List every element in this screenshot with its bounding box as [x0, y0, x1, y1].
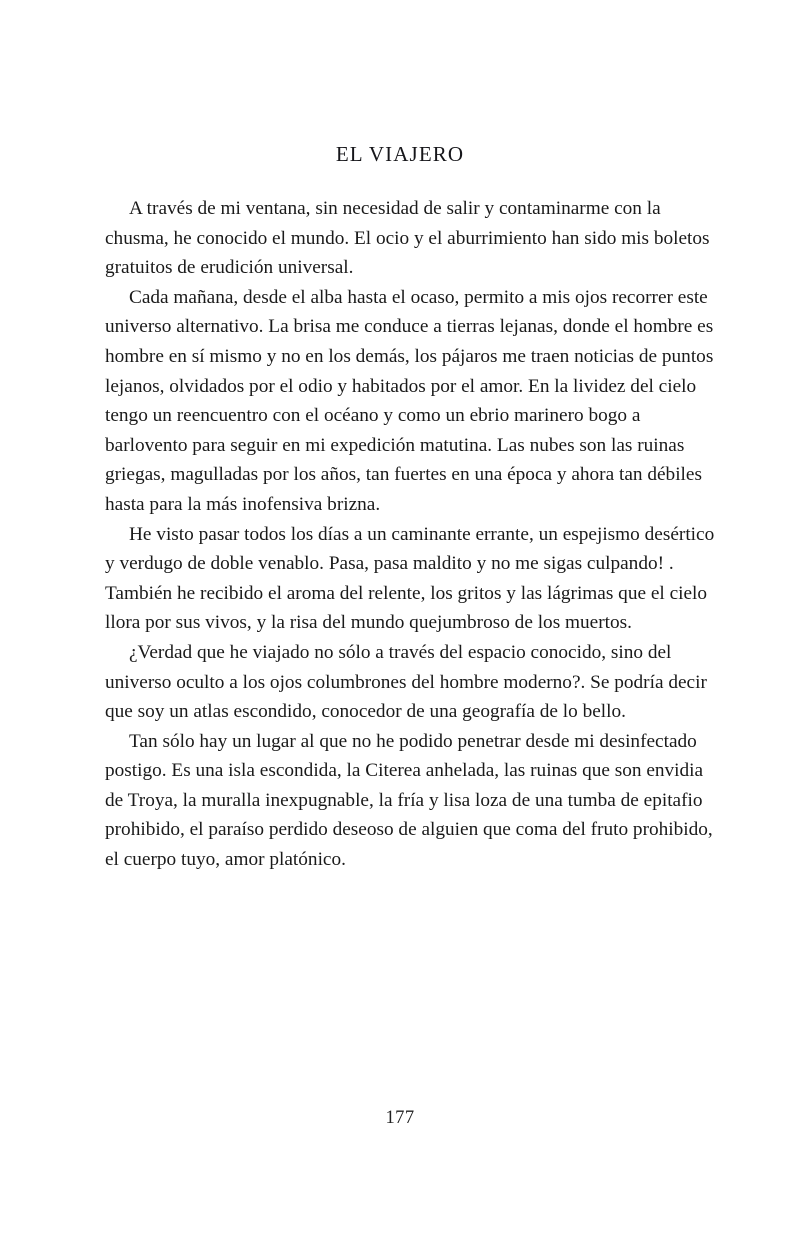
- paragraph: A través de mi ventana, sin necesidad de salir y contaminarme con la chusma, he conocido el mundo. El ocio y el aburrimiento han sido mis boletos gratuitos de erudición universal.: [105, 198, 710, 279]
- page-number: 177: [385, 1108, 415, 1128]
- body-text-block: [105, 194, 717, 875]
- paragraph: Cada mañana, desde el alba hasta el ocaso, permito a mis ojos recorrer este universo alternativo. La brisa me conduce a tierras lejanas, donde el hombre es hombre en sí mismo y no en los demás, los pájaros me traen noticias de puntos lejanos, olvidados por el odio y habitados por el amor. En la lividez del cielo tengo un reencuentro con el océano y como un ebrio marinero bogo a barlovento para seguir en mi expedición matutina. Las nubes son las ruinas griegas, magulladas por los años, tan fuertes en una época y ahora tan débiles hasta para la más inofensiva brizna.: [105, 286, 714, 515]
- paragraph: ¿Verdad que he viajado no sólo a través del espacio conocido, sino del universo oculto a los ojos columbrones del hombre moderno?. Se podría decir que soy un atlas escondido, conocedor de una geografía de lo bello.: [105, 641, 707, 723]
- paragraph: Tan sólo hay un lugar al que no he podido penetrar desde mi desinfectado postigo. Es una isla escondida, la Citerea anhelada, las ruinas que son envidia de Troya, la muralla inexpugnable, la fría y lisa loza de una tumba de epitafio prohibido, el paraíso perdido deseoso de alguien que coma del fruto prohibido, el cuerpo tuyo, amor platónico.: [105, 730, 713, 871]
- chapter-title: EL VIAJERO: [335, 142, 465, 166]
- paragraph: He visto pasar todos los días a un caminante errante, un espejismo desértico y verdugo de doble venablo. Pasa, pasa maldito y no me sigas culpando! . También he recibido el aroma del relente, los gritos y las lágrimas que el cielo llora por sus vivos, y la risa del mundo quejumbroso de los muertos.: [105, 523, 715, 634]
